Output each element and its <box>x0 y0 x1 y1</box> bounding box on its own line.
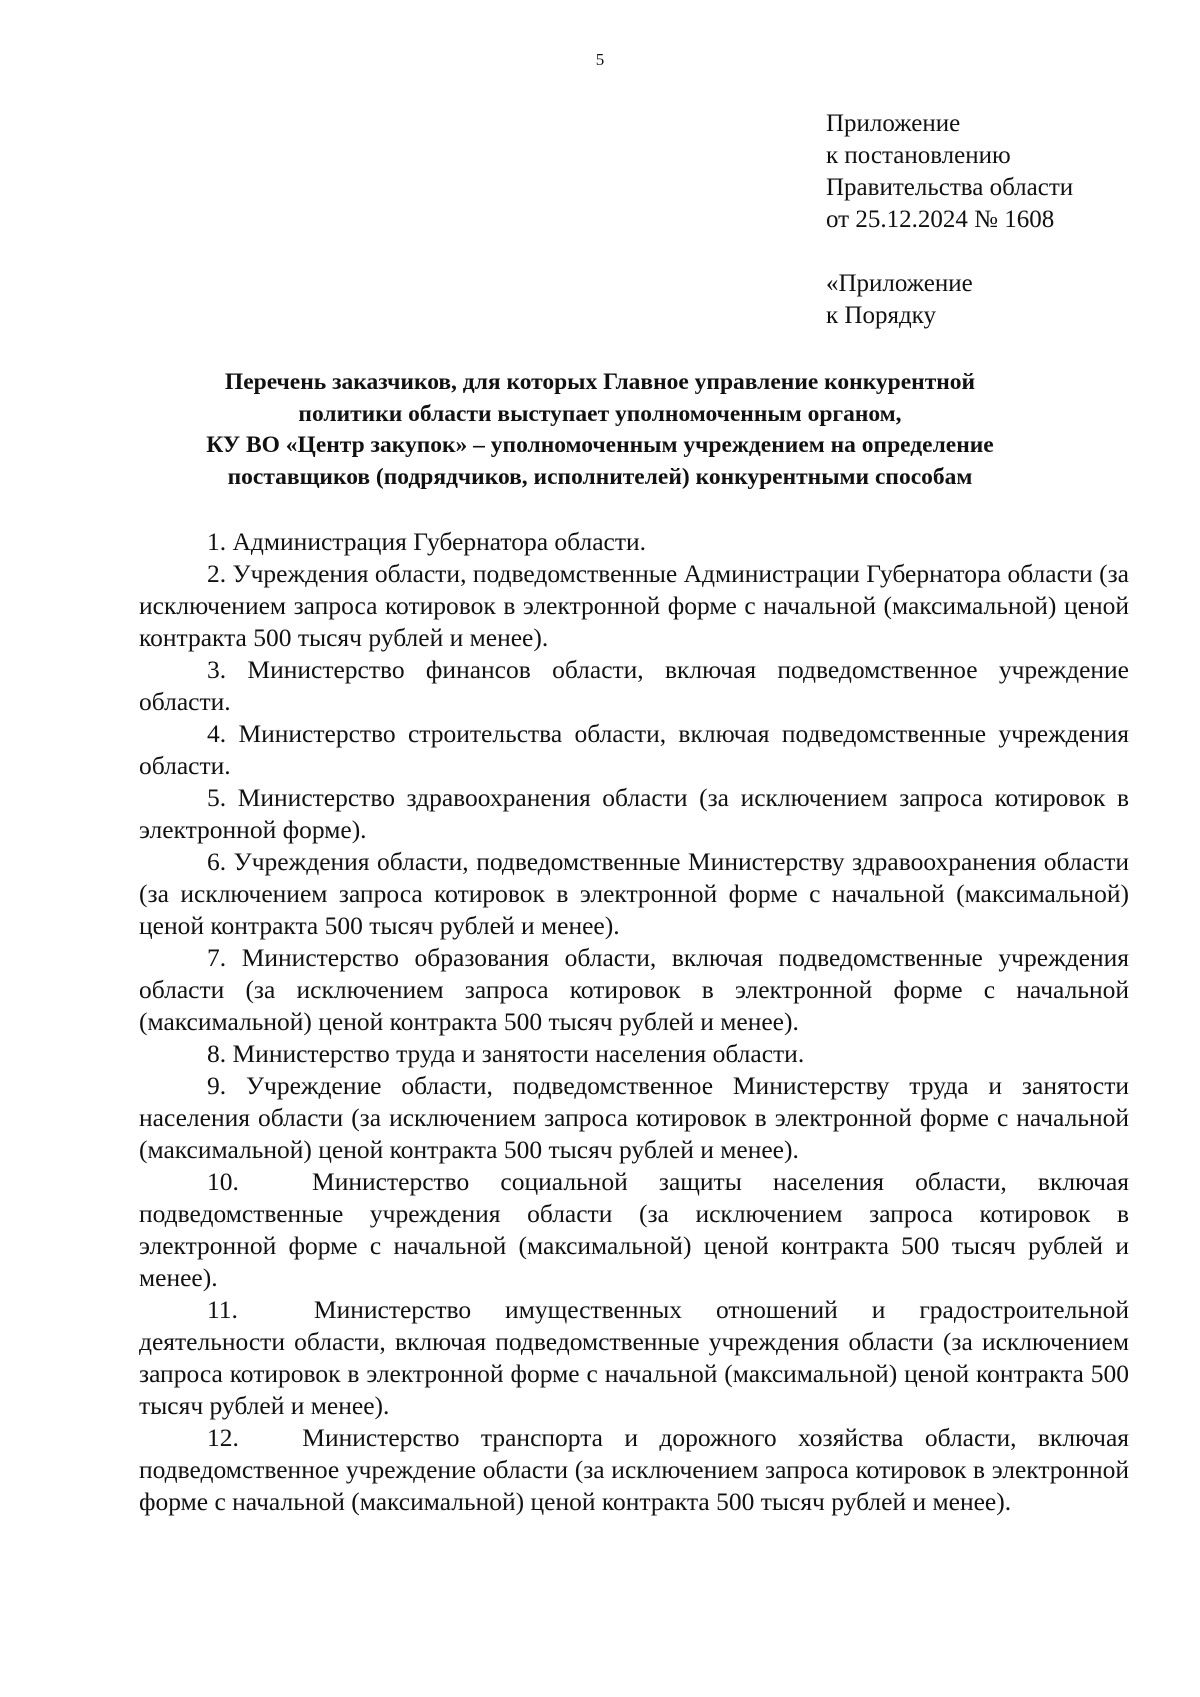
appendix-line: Приложение <box>826 110 961 137</box>
item-number: 7. <box>207 943 227 972</box>
item-text: Министерство образования области, включая подведомственные учреждения области (за исключением запроса котировок в электронной форме с начальной (максимальной) ценой контракта 500 тысяч рублей и менее). <box>139 943 1130 1036</box>
customer-list <box>139 526 1129 1518</box>
sub-appendix-block <box>826 268 1186 332</box>
item-text: Учреждение области, подведомственное Министерству труда и занятости населения области (за исключением запроса котировок в электронной форме с начальной (максимальной) ценой контракта 500 тысяч рублей и менее). <box>139 1071 1129 1164</box>
item-text: Министерство социальной защиты населения области, включая подведомственные учреждения области (за исключением запроса котировок в электронной форме с начальной (максимальной) ценой контракта 500 тысяч рублей и менее). <box>139 1167 1130 1292</box>
item-text: Министерство строительства области, включая подведомственные учреждения области. <box>139 719 1129 780</box>
title-line: поставщиков (подрядчиков, исполнителей) конкурентными способам <box>227 463 973 490</box>
page-number: 5 <box>595 50 605 69</box>
appendix-line: от 25.12.2024 № 1608 <box>826 206 1055 233</box>
item-number: 1. <box>207 527 227 556</box>
list-item <box>139 1070 1129 1166</box>
document-title <box>100 367 1100 493</box>
item-number: 4. <box>207 719 227 748</box>
item-number: 11. <box>207 1295 238 1324</box>
item-number: 8. <box>207 1039 227 1068</box>
item-number: 3. <box>207 655 227 684</box>
list-item <box>139 1422 1129 1518</box>
item-text: Министерство имущественных отношений и градостроительной деятельности области, включая подведомственные учреждения области (за исключением запроса котировок в электронной форме с начальной (максимальной) ценой контракта 500 тысяч рублей и менее). <box>139 1295 1130 1420</box>
sub-appendix-line: «Приложение <box>826 270 973 297</box>
list-item <box>139 942 1129 1038</box>
item-text: Министерство труда и занятости населения области. <box>232 1039 805 1068</box>
item-text: Учреждения области, подведомственные Министерству здравоохранения области (за исключением запроса котировок в электронной форме с начальной (максимальной) ценой контракта 500 тысяч рублей и менее). <box>139 847 1130 940</box>
item-text: Администрация Губернатора области. <box>232 527 647 556</box>
item-number: 2. <box>207 559 227 588</box>
title-line: КУ ВО «Центр закупок» – уполномоченным учреждением на определение <box>206 432 994 458</box>
list-item <box>139 718 1129 782</box>
title-line: Перечень заказчиков, для которых Главное управление конкурентной <box>224 369 976 395</box>
item-text: Министерство финансов области, включая подведомственное учреждение области. <box>139 655 1129 716</box>
list-item <box>139 1038 1129 1070</box>
appendix-block <box>826 108 1186 236</box>
item-number: 9. <box>207 1071 227 1100</box>
list-item <box>139 1294 1129 1422</box>
item-number: 10. <box>207 1167 239 1196</box>
list-item <box>139 558 1129 654</box>
item-text: Учреждения области, подведомственные Администрации Губернатора области (за исключением запроса котировок в электронной форме с начальной (максимальной) ценой контракта 500 тысяч рублей и менее). <box>139 559 1129 652</box>
list-item <box>139 846 1129 942</box>
item-text: Министерство здравоохранения области (за исключением запроса котировок в электронной форме). <box>139 783 1130 844</box>
title-line: политики области выступает уполномоченным органом, <box>298 400 902 427</box>
item-number: 5. <box>207 783 227 812</box>
appendix-line: Правительства области <box>826 174 1074 201</box>
item-number: 12. <box>207 1423 239 1452</box>
appendix-line: к постановлению <box>826 142 1011 169</box>
list-item <box>139 526 1129 558</box>
list-item <box>139 1166 1129 1294</box>
item-text: Министерство транспорта и дорожного хозяйства области, включая подведомственное учреждение области (за исключением запроса котировок в электронной форме с начальной (максимальной) ценой контракта 500 тысяч рублей и менее). <box>139 1423 1129 1516</box>
sub-appendix-line: к Порядку <box>826 302 936 329</box>
item-number: 6. <box>207 847 227 876</box>
list-item <box>139 782 1129 846</box>
list-item <box>139 654 1129 718</box>
